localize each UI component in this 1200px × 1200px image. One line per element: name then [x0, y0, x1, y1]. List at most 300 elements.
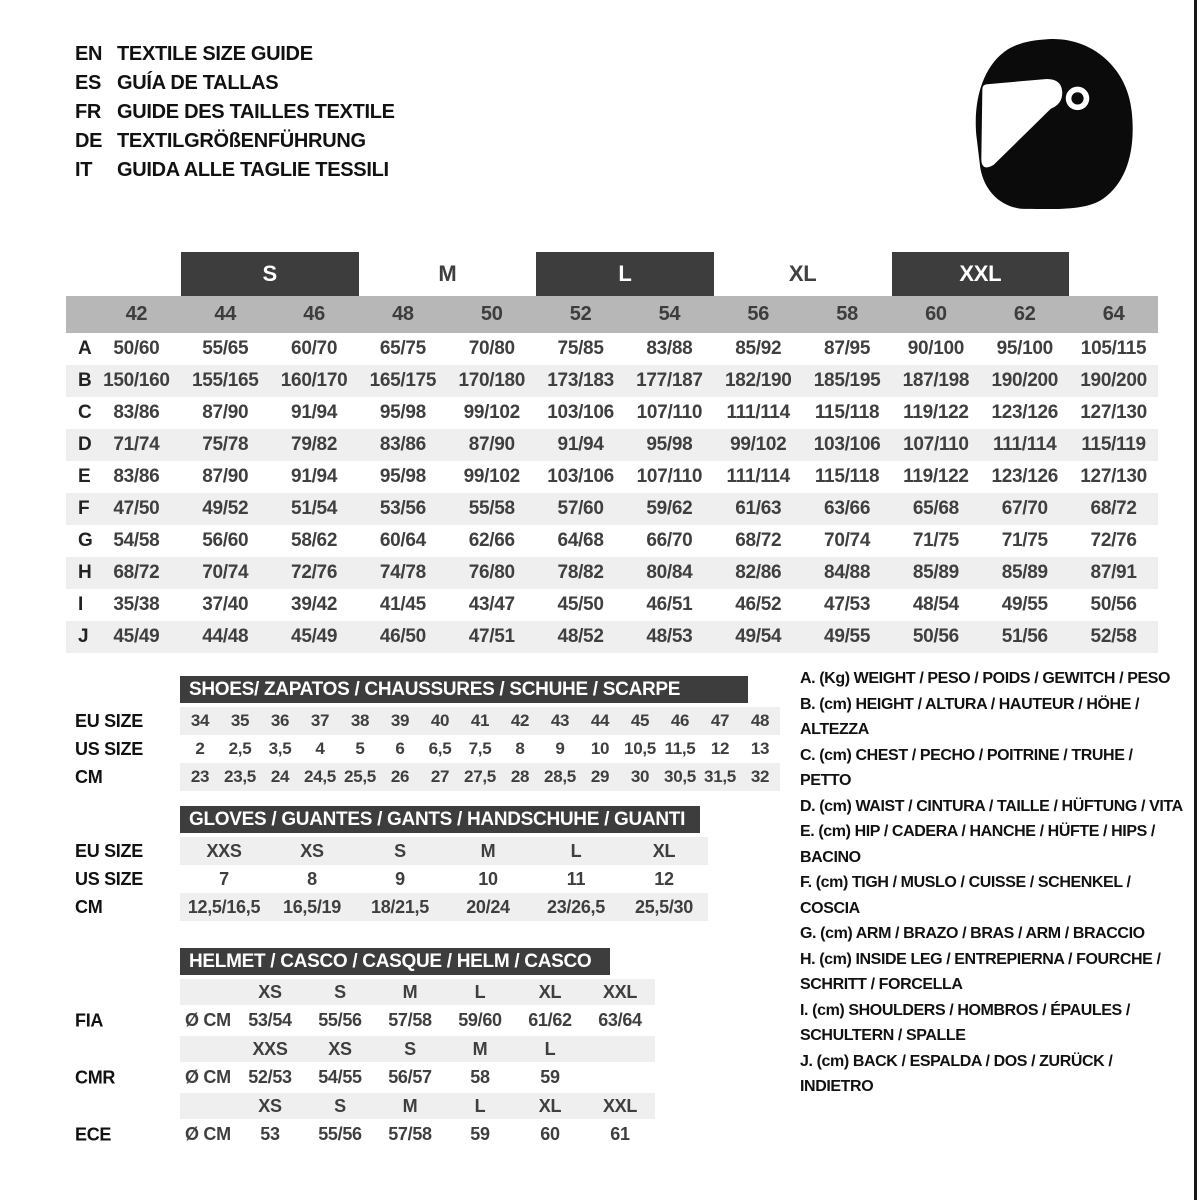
size-value: 27	[430, 767, 450, 786]
size-value: 71/75	[1001, 530, 1048, 551]
helmet-values	[180, 1005, 655, 1036]
helmet-size-label: M	[402, 981, 418, 1002]
size-value: 6,5	[428, 739, 452, 758]
measurement-row	[66, 397, 1158, 429]
size-value: 99/102	[463, 466, 520, 487]
size-value: 41/45	[379, 594, 426, 615]
helmet-size-label: S	[334, 981, 346, 1002]
size-value: 50/56	[912, 626, 959, 647]
size-value: 12	[654, 868, 674, 889]
size-value: 32	[750, 767, 770, 786]
gloves-row	[75, 837, 755, 865]
standard-label: FIA	[75, 1010, 104, 1030]
helmet-size-value: 55/56	[318, 1124, 362, 1144]
size-value: 60/64	[379, 530, 426, 551]
size-group-s: S	[181, 252, 359, 296]
size-value: 185/195	[813, 370, 881, 391]
gloves-values	[180, 837, 708, 865]
row-letter: D	[78, 434, 92, 455]
size-value: 37/40	[202, 594, 249, 615]
size-column-label: 42	[125, 303, 148, 325]
helmet-sizes	[180, 1093, 655, 1119]
size-value: 173/183	[547, 370, 614, 391]
size-value: 28	[510, 767, 530, 786]
size-value: 65/75	[379, 338, 426, 359]
row-label: EU SIZE	[75, 710, 143, 731]
measurement-row	[66, 525, 1158, 557]
size-value: 65/68	[912, 498, 959, 519]
size-value: 10	[590, 739, 610, 758]
size-value: 182/190	[724, 370, 792, 391]
row-label: CM	[75, 766, 103, 787]
size-value: 31,5	[704, 767, 736, 786]
size-value: 49/52	[202, 498, 249, 519]
language-code: ES	[75, 72, 102, 94]
size-value: 79/82	[291, 434, 338, 455]
measurement-row	[66, 333, 1158, 365]
size-value: 12	[710, 739, 730, 758]
size-value: 115/118	[814, 402, 880, 423]
helmet-size-value: 59/60	[458, 1010, 502, 1030]
size-value: 99/102	[463, 402, 520, 423]
measurement-row	[66, 557, 1158, 589]
shoes-table	[75, 676, 815, 791]
size-value: 35/38	[113, 594, 160, 615]
size-value: 54/58	[113, 530, 160, 551]
helmet-size-value: 58	[470, 1067, 490, 1087]
legend-item: J. (cm) BACK / ESPALDA / DOS / ZURÜCK / INDIETRO	[800, 1052, 1113, 1095]
size-value: 42	[510, 711, 530, 730]
row-letter: E	[78, 466, 91, 487]
legend-item: H. (cm) INSIDE LEG / ENTREPIERNA / FOURCHE / SCHRITT / FORCELLA	[800, 950, 1161, 993]
size-value: 49/54	[735, 626, 782, 647]
size-value: 127/130	[1080, 466, 1147, 487]
row-letter: B	[78, 370, 92, 391]
size-value: 9	[555, 739, 565, 758]
size-value: 177/187	[636, 370, 703, 391]
size-value: 80/84	[646, 562, 693, 583]
size-value: 75/85	[557, 338, 604, 359]
size-value: 36	[270, 711, 290, 730]
size-value: 107/110	[636, 402, 703, 423]
size-value: 47/50	[113, 498, 160, 519]
size-value: 63/66	[824, 498, 871, 519]
size-value: 20/24	[466, 896, 510, 917]
size-value: 47/51	[468, 626, 515, 647]
size-value: 40	[430, 711, 450, 730]
size-value: 90/100	[907, 338, 965, 359]
legend-item: E. (cm) HIP / CADERA / HANCHE / HÜFTE / HIPS / BACINO	[800, 823, 1155, 866]
helmet-size-label: XXL	[602, 1095, 638, 1116]
size-value: 4	[315, 739, 325, 758]
size-value: 84/88	[824, 562, 871, 583]
language-code: FR	[75, 101, 102, 123]
size-value: 46	[670, 711, 690, 730]
language-title: GUIDA ALLE TAGLIE TESSILI	[117, 159, 389, 181]
size-value: 78/82	[557, 562, 604, 583]
helmet-size-label: M	[472, 1038, 488, 1059]
size-column-label: 64	[1102, 303, 1125, 325]
size-value: 48/54	[912, 594, 959, 615]
size-value: 45/49	[291, 626, 338, 647]
legend-item: A. (Kg) WEIGHT / PESO / POIDS / GEWITCH / PESO	[800, 670, 1171, 687]
size-value: 2	[195, 739, 205, 758]
size-value: 187/198	[902, 370, 970, 391]
shoes-row	[75, 735, 815, 763]
measurement-row	[66, 461, 1158, 493]
shoes-values	[180, 763, 780, 791]
size-value: 2,5	[228, 739, 252, 758]
shoes-table-title: SHOES/ ZAPATOS / CHAUSSURES / SCHUHE / SCARPE	[180, 676, 748, 703]
legend-item: B. (cm) HEIGHT / ALTURA / HAUTEUR / HÖHE / ALTEZZA	[800, 695, 1140, 738]
size-value: 72/76	[1090, 530, 1137, 551]
size-value: 123/126	[991, 466, 1059, 487]
size-value: 76/80	[468, 562, 515, 583]
size-value: S	[394, 840, 406, 861]
size-value: 27,5	[464, 767, 496, 786]
size-value: 165/175	[369, 370, 437, 391]
helmet-size-label: L	[474, 981, 486, 1002]
size-value: 82/86	[735, 562, 782, 583]
size-value: 95/98	[379, 466, 426, 487]
size-value: 46/52	[735, 594, 782, 615]
size-value: 25,5/30	[635, 896, 693, 917]
row-label: CM	[75, 896, 103, 917]
size-value: 107/110	[903, 434, 969, 455]
size-column-label: 50	[480, 303, 503, 325]
size-value: 5	[355, 739, 365, 758]
size-value: 119/122	[903, 466, 969, 487]
language-title: TEXTILGRÖßENFÜHRUNG	[117, 130, 366, 152]
helmet-size-label: M	[402, 1095, 418, 1116]
helmet-size-value: 59	[470, 1124, 490, 1144]
gloves-values	[180, 893, 708, 921]
measurement-row	[66, 589, 1158, 621]
size-value: 75/78	[202, 434, 249, 455]
legend-item: G. (cm) ARM / BRAZO / BRAS / ARM / BRACCIO	[800, 925, 1145, 942]
size-column-label: 56	[747, 303, 770, 325]
helmet-sizes	[180, 1036, 655, 1062]
size-value: L	[570, 840, 582, 861]
standard-label: ECE	[75, 1124, 112, 1144]
size-value: 45	[630, 711, 650, 730]
legend-item: D. (cm) WAIST / CINTURA / TAILLE / HÜFTUNG / VITA	[800, 797, 1183, 815]
helmet-size-value: 60	[540, 1124, 560, 1144]
size-value: 68/72	[735, 530, 782, 551]
size-value: 150/160	[103, 370, 170, 391]
helmet-size-value: 52/53	[248, 1067, 292, 1087]
row-letter: H	[78, 562, 92, 583]
size-value: 87/90	[202, 402, 249, 423]
shoes-row	[75, 763, 815, 791]
gloves-table-title: GLOVES / GUANTES / GANTS / HANDSCHUHE / GUANTI	[180, 806, 700, 833]
size-value: 11	[566, 868, 586, 889]
helmet-size-label: XXS	[252, 1038, 288, 1059]
row-letter: J	[78, 626, 89, 647]
size-value: 46/50	[379, 626, 426, 647]
size-value: 30	[630, 767, 650, 786]
size-value: 39/42	[291, 594, 338, 615]
size-value: 95/98	[379, 402, 426, 423]
helmet-size-value: 54/55	[318, 1067, 362, 1087]
size-value: 48	[750, 711, 770, 730]
size-value: 111/114	[726, 402, 790, 423]
main-size-table	[66, 252, 1158, 653]
size-value: 83/86	[113, 402, 160, 423]
main-number-row	[66, 296, 1158, 333]
diameter-unit-label: Ø CM	[185, 1124, 231, 1144]
legend-item: I. (cm) SHOULDERS / HOMBROS / ÉPAULES / SCHULTERN / SPALLE	[800, 1001, 1130, 1044]
helmet-rows	[75, 979, 755, 1150]
size-column-label: 48	[392, 303, 414, 325]
shoes-values	[180, 707, 780, 735]
size-value: 99/102	[730, 434, 787, 455]
size-value: 38	[350, 711, 370, 730]
size-group-xl: XL	[788, 261, 817, 286]
helmet-size-label: XS	[258, 1095, 282, 1116]
helmet-size-label: XL	[538, 1095, 562, 1116]
size-value: 68/72	[1090, 498, 1137, 519]
legend-item: F. (cm) TIGH / MUSLO / CUISSE / SCHENKEL / COSCIA	[800, 874, 1131, 917]
size-value: 123/126	[991, 402, 1059, 423]
size-value: 87/90	[468, 434, 515, 455]
size-value: 10,5	[624, 739, 656, 758]
size-value: 39	[390, 711, 410, 730]
size-value: 59/62	[646, 498, 693, 519]
helmet-value-row	[75, 1062, 755, 1093]
size-value: 56/60	[202, 530, 249, 551]
size-value: 74/78	[379, 562, 426, 583]
size-value: 48/52	[557, 626, 604, 647]
size-value: 91/94	[291, 402, 338, 423]
size-value: 46/51	[646, 594, 693, 615]
measurement-row	[66, 429, 1158, 461]
row-label: US SIZE	[75, 738, 143, 759]
size-group-m: M	[438, 261, 457, 286]
gloves-values	[180, 865, 708, 893]
helmet-sizes	[180, 979, 655, 1005]
size-value: 103/106	[547, 402, 614, 423]
size-value: 64/68	[557, 530, 604, 551]
size-value: 70/74	[202, 562, 249, 583]
helmet-size-value: 57/58	[388, 1010, 432, 1030]
size-value: 71/74	[113, 434, 160, 455]
gloves-rows	[75, 837, 755, 921]
size-value: 115/118	[814, 466, 880, 487]
size-value: 43	[550, 711, 570, 730]
size-value: 119/122	[903, 402, 969, 423]
size-value: 16,5/19	[283, 896, 341, 917]
size-column-label: 54	[658, 303, 681, 325]
gloves-row	[75, 893, 755, 921]
size-value: 83/86	[379, 434, 426, 455]
size-value: 72/76	[291, 562, 338, 583]
size-value: 10	[478, 868, 498, 889]
helmet-size-label: S	[404, 1038, 416, 1059]
helmet-size-header-row	[75, 1093, 755, 1119]
size-value: 23,5	[224, 767, 256, 786]
helmet-size-value: 56/57	[388, 1067, 432, 1087]
language-row	[75, 127, 395, 156]
helmet-values	[180, 1119, 655, 1150]
legend-item: C. (cm) CHEST / PECHO / POITRINE / TRUHE / PETTO	[800, 746, 1133, 789]
main-table-body	[66, 333, 1158, 653]
row-letter: I	[78, 594, 83, 615]
shoes-rows	[75, 707, 815, 791]
size-value: 25,5	[344, 767, 376, 786]
size-value: 68/72	[113, 562, 160, 583]
size-value: 57/60	[557, 498, 604, 519]
size-value: 87/95	[824, 338, 871, 359]
gloves-table	[75, 806, 755, 921]
size-value: 190/200	[991, 370, 1059, 391]
helmet-table-title: HELMET / CASCO / CASQUE / HELM / CASCO	[180, 948, 610, 975]
size-value: 3,5	[268, 739, 292, 758]
size-value: 35	[230, 711, 250, 730]
size-value: 30,5	[664, 767, 696, 786]
size-value: 11,5	[664, 739, 696, 758]
size-value: 34	[190, 711, 210, 730]
helmet-size-value: 57/58	[388, 1124, 432, 1144]
helmet-size-value: 61	[610, 1124, 630, 1144]
helmet-table	[75, 948, 755, 1150]
measurement-legend	[800, 666, 1184, 1100]
size-value: 160/170	[280, 370, 348, 391]
size-value: 155/165	[191, 370, 259, 391]
size-value: 61/63	[735, 498, 782, 519]
size-value: 95/98	[646, 434, 693, 455]
size-value: 7,5	[468, 739, 492, 758]
row-label: US SIZE	[75, 868, 143, 889]
size-value: 48/53	[646, 626, 693, 647]
helmet-size-value: 55/56	[318, 1010, 362, 1030]
size-value: 71/75	[912, 530, 959, 551]
language-title: GUÍA DE TALLAS	[117, 72, 279, 94]
shoes-values	[180, 735, 780, 763]
size-value: 13	[750, 739, 770, 758]
racing-helmet-icon	[972, 36, 1138, 212]
size-column-label: 52	[569, 303, 592, 325]
row-label: EU SIZE	[75, 840, 143, 861]
size-value: 50/60	[113, 338, 160, 359]
size-value: 87/91	[1090, 562, 1137, 583]
size-value: 190/200	[1080, 370, 1147, 391]
size-value: 23/26,5	[547, 896, 605, 917]
row-letter: F	[78, 498, 90, 519]
size-value: 45/50	[557, 594, 604, 615]
size-value: 23	[190, 767, 210, 786]
diameter-unit-label: Ø CM	[185, 1010, 231, 1030]
size-value: 60/70	[291, 338, 338, 359]
size-value: 95/100	[996, 338, 1053, 359]
page-edge-line	[1194, 0, 1197, 1200]
language-title: GUIDE DES TAILLES TEXTILE	[117, 101, 395, 123]
helmet-value-row	[75, 1119, 755, 1150]
size-value: 51/54	[291, 498, 338, 519]
size-group-l: L	[536, 252, 714, 296]
size-value: 7	[219, 868, 229, 889]
language-code: IT	[75, 159, 93, 181]
size-value: 49/55	[824, 626, 871, 647]
size-value: 24,5	[304, 767, 336, 786]
size-value: 70/74	[824, 530, 871, 551]
size-value: 8	[307, 868, 317, 889]
size-value: 127/130	[1080, 402, 1147, 423]
size-value: 29	[590, 767, 610, 786]
size-value: 85/92	[735, 338, 782, 359]
shoes-row	[75, 707, 815, 735]
size-value: 67/70	[1001, 498, 1048, 519]
size-value: 28,5	[544, 767, 576, 786]
size-value: 87/90	[202, 466, 249, 487]
size-value: 111/114	[993, 434, 1057, 455]
size-value: 43/47	[468, 594, 515, 615]
row-letter: C	[78, 402, 92, 423]
size-value: 107/110	[636, 466, 703, 487]
language-row	[75, 69, 395, 98]
size-value: 103/106	[547, 466, 614, 487]
size-value: 58/62	[291, 530, 338, 551]
helmet-size-header-row	[75, 979, 755, 1005]
size-value: 66/70	[646, 530, 693, 551]
size-value: 37	[310, 711, 330, 730]
size-column-label: 60	[925, 303, 947, 325]
size-value: 103/106	[813, 434, 881, 455]
size-value: 111/114	[726, 466, 790, 487]
helmet-size-label: XL	[538, 981, 562, 1002]
standard-label: CMR	[75, 1067, 116, 1087]
size-value: M	[480, 840, 496, 861]
size-value: 83/88	[646, 338, 693, 359]
language-row	[75, 156, 395, 185]
size-column-label: 62	[1013, 303, 1036, 325]
size-value: 55/65	[202, 338, 249, 359]
size-column-label: 46	[303, 303, 325, 325]
size-value: 44/48	[202, 626, 249, 647]
size-value: 41	[470, 711, 490, 730]
helmet-size-label: XXL	[602, 981, 638, 1002]
size-value: 85/89	[1001, 562, 1048, 583]
helmet-values	[180, 1062, 655, 1093]
size-value: 8	[515, 739, 525, 758]
size-value: 45/49	[113, 626, 160, 647]
size-value: 44	[590, 711, 610, 730]
size-value: XXS	[206, 840, 242, 861]
size-value: 83/86	[113, 466, 160, 487]
helmet-size-value: 59	[540, 1067, 560, 1087]
helmet-size-value: 61/62	[528, 1010, 572, 1030]
main-group-row	[66, 252, 1158, 296]
size-value: 91/94	[557, 434, 604, 455]
size-value: 52/58	[1090, 626, 1137, 647]
size-value: 47	[710, 711, 730, 730]
size-column-label: 44	[214, 303, 237, 325]
size-value: 170/180	[458, 370, 526, 391]
gloves-row	[75, 865, 755, 893]
size-value: 70/80	[468, 338, 515, 359]
row-letter: A	[78, 338, 92, 359]
helmet-size-value: 53	[260, 1124, 280, 1144]
measurement-row	[66, 621, 1158, 653]
helmet-size-label: S	[334, 1095, 346, 1116]
size-value: 12,5/16,5	[187, 896, 261, 917]
measurement-row	[66, 493, 1158, 525]
size-value: 6	[395, 739, 405, 758]
language-row	[75, 40, 395, 69]
size-value: 85/89	[912, 562, 959, 583]
helmet-value-row	[75, 1005, 755, 1036]
helmet-size-label: XS	[328, 1038, 352, 1059]
